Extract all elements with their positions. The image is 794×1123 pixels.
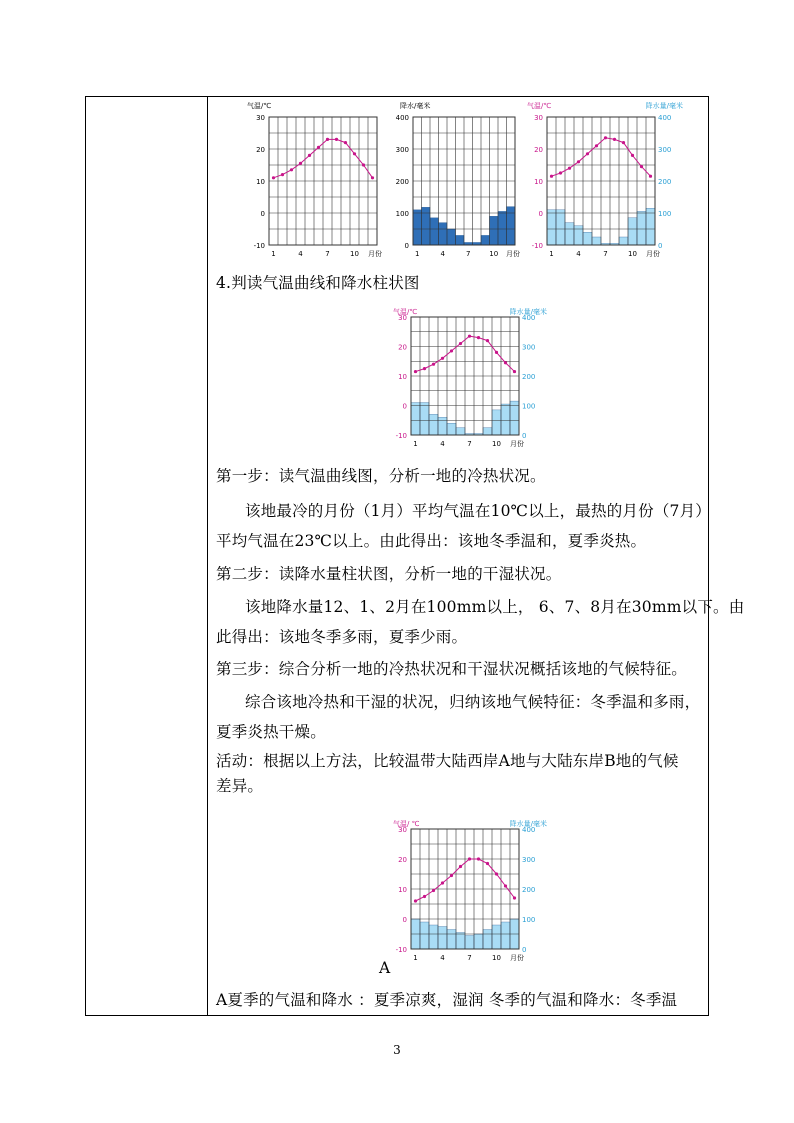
temperature-point bbox=[649, 175, 652, 178]
temperature-point bbox=[640, 165, 643, 168]
precipitation-bar bbox=[556, 210, 565, 245]
precipitation-bar bbox=[456, 235, 465, 245]
y-tick-label: 10 bbox=[398, 886, 407, 894]
temperature-point bbox=[308, 154, 311, 157]
x-axis-unit: 月份 bbox=[510, 954, 524, 962]
x-tick-label: 4 bbox=[298, 250, 303, 258]
temperature-point bbox=[441, 881, 444, 884]
y-tick-label: 0 bbox=[402, 916, 407, 924]
step1-text: 第一步：读气温曲线图，分析一地的冷热状况。 bbox=[216, 467, 546, 485]
y-tick-label-right: 400 bbox=[658, 114, 672, 122]
y-axis-title-right: 降水量/毫米 bbox=[645, 102, 683, 110]
y-tick-label: -10 bbox=[531, 242, 543, 250]
precipitation-bar bbox=[507, 207, 516, 245]
x-axis-unit: 月份 bbox=[646, 250, 660, 258]
precipitation-bar bbox=[483, 930, 492, 950]
temperature-point bbox=[414, 899, 417, 902]
temperature-point bbox=[631, 154, 634, 157]
precipitation-bar bbox=[490, 216, 499, 245]
precipitation-bar bbox=[413, 210, 422, 245]
y-tick-label: 30 bbox=[398, 314, 407, 322]
y-tick-label-right: 100 bbox=[658, 210, 672, 218]
y-tick-label: 20 bbox=[256, 146, 265, 154]
activity-text-line1: 活动：根据以上方法，比较温带大陆西岸A地与大陆东岸B地的气候 bbox=[216, 752, 679, 770]
temperature-point bbox=[272, 176, 275, 179]
temperature-point bbox=[486, 339, 489, 342]
temperature-point bbox=[622, 141, 625, 144]
temperature-point bbox=[468, 335, 471, 338]
y-tick-label: 10 bbox=[534, 178, 543, 186]
precipitation-bar bbox=[474, 934, 483, 949]
precipitation-bar bbox=[483, 428, 492, 435]
content-cell bbox=[208, 97, 745, 1015]
precipitation-bar bbox=[492, 410, 501, 435]
step2-detail-line2: 此得出：该地冬季多雨，夏季少雨。 bbox=[216, 628, 468, 646]
temperature-point bbox=[504, 361, 507, 364]
temperature-point bbox=[299, 162, 302, 165]
precipitation-bar bbox=[420, 403, 429, 435]
temperature-point bbox=[604, 136, 607, 139]
precipitation-bar bbox=[411, 403, 420, 435]
temperature-point bbox=[595, 144, 598, 147]
temperature-point bbox=[335, 138, 338, 141]
y-tick-label: 10 bbox=[398, 373, 407, 381]
x-tick-label: 1 bbox=[549, 250, 554, 258]
x-tick-label: 1 bbox=[413, 440, 418, 448]
y-tick-label: 0 bbox=[402, 402, 407, 411]
precipitation-bar bbox=[592, 237, 601, 245]
temperature-point bbox=[450, 874, 453, 877]
y-axis-title-right: 降水量/毫米 bbox=[509, 820, 547, 828]
temperature-point bbox=[459, 342, 462, 345]
temperature-point bbox=[586, 152, 589, 155]
precipitation-bar bbox=[439, 223, 448, 245]
x-tick-label: 7 bbox=[467, 440, 472, 448]
y-tick-label: 0 bbox=[538, 210, 543, 218]
y-tick-label: 30 bbox=[398, 826, 407, 834]
x-axis-unit: 月份 bbox=[506, 250, 520, 258]
step1-detail-line2: 平均气温在23℃以上。由此得出：该地冬季温和，夏季炎热。 bbox=[216, 532, 647, 550]
x-axis-unit: 月份 bbox=[368, 250, 382, 258]
x-tick-label: 7 bbox=[467, 954, 472, 962]
temperature-point bbox=[281, 173, 284, 176]
y-tick-label-right: 200 bbox=[522, 886, 536, 894]
precipitation-bar bbox=[429, 414, 438, 435]
precipitation-bar bbox=[574, 226, 583, 245]
temperature-point bbox=[441, 357, 444, 360]
precipitation-bar bbox=[501, 922, 510, 949]
step3-text: 第三步：综合分析一地的冷热状况和干湿状况概括该地的气候特征。 bbox=[216, 660, 688, 678]
y-tick-label-right: 400 bbox=[522, 826, 536, 834]
y-tick-label-right: 0 bbox=[522, 432, 527, 440]
y-tick-label: -10 bbox=[395, 946, 407, 954]
y-tick-label: 400 bbox=[395, 114, 409, 122]
activity-text-line2: 差异。 bbox=[216, 777, 264, 795]
lesson-table bbox=[85, 96, 745, 1016]
temperature-chart bbox=[243, 99, 393, 267]
precipitation-bar bbox=[492, 925, 501, 949]
temperature-point bbox=[495, 872, 498, 875]
step2-text: 第二步：读降水量柱状图，分析一地的干湿状况。 bbox=[216, 565, 562, 583]
y-tick-label: 300 bbox=[395, 146, 409, 154]
y-tick-label-right: 300 bbox=[522, 343, 536, 352]
temperature-point bbox=[423, 367, 426, 370]
y-axis-title-left: 气温/℃ bbox=[393, 308, 418, 316]
precipitation-bar bbox=[430, 218, 439, 245]
precipitation-chart bbox=[389, 99, 529, 267]
temperature-point bbox=[450, 349, 453, 352]
x-tick-label: 7 bbox=[603, 250, 608, 258]
y-tick-label: 30 bbox=[256, 114, 265, 122]
x-tick-label: 10 bbox=[489, 250, 499, 258]
x-tick-label: 7 bbox=[325, 250, 330, 258]
y-tick-label-right: 200 bbox=[522, 373, 536, 381]
temperature-point bbox=[317, 146, 320, 149]
precipitation-bar bbox=[498, 211, 507, 245]
x-tick-label: 10 bbox=[492, 440, 501, 448]
y-tick-label: 100 bbox=[395, 210, 409, 218]
temperature-point bbox=[513, 896, 516, 899]
x-tick-label: 4 bbox=[576, 250, 581, 258]
precipitation-bar bbox=[456, 933, 465, 950]
chart-a-label: A bbox=[379, 959, 391, 977]
y-tick-label-right: 0 bbox=[658, 242, 663, 250]
x-tick-label: 1 bbox=[413, 954, 418, 962]
y-tick-label-right: 100 bbox=[522, 916, 536, 924]
precipitation-bar bbox=[456, 428, 465, 435]
x-tick-label: 4 bbox=[440, 954, 445, 962]
step3-detail-line1: 综合该地冷热和干湿的状况，归纳该地气候特征：冬季温和多雨， bbox=[245, 693, 701, 711]
y-tick-label: 10 bbox=[256, 178, 265, 186]
y-tick-label: -10 bbox=[253, 242, 265, 250]
precipitation-bar bbox=[547, 210, 556, 245]
temperature-point bbox=[513, 370, 516, 373]
temperature-point bbox=[477, 336, 480, 339]
temperature-point bbox=[495, 351, 498, 354]
step2-detail-line1: 该地降水量12、1、2月在100mm以上， 6、7、8月在30mm以下。由 bbox=[245, 598, 745, 616]
temperature-point bbox=[486, 862, 489, 865]
x-tick-label: 10 bbox=[628, 250, 637, 258]
step1-detail-line1: 该地最冷的月份（1月）平均气温在10℃以上，最热的月份（7月） bbox=[245, 502, 711, 520]
y-tick-label: 0 bbox=[260, 210, 265, 218]
precipitation-bar bbox=[501, 404, 510, 435]
y-axis-title-left: 气温/ ℃ bbox=[393, 820, 420, 828]
precipitation-bar bbox=[619, 237, 628, 245]
y-tick-label: 20 bbox=[398, 856, 407, 864]
x-tick-label: 7 bbox=[466, 250, 471, 258]
step3-detail-line2: 夏季炎热干燥。 bbox=[216, 723, 326, 741]
precipitation-bar bbox=[565, 223, 574, 245]
section-heading: 4.判读气温曲线和降水柱状图 bbox=[216, 274, 420, 292]
temperature-point bbox=[414, 370, 417, 373]
x-tick-label: 1 bbox=[271, 250, 276, 258]
temperature-point bbox=[577, 160, 580, 163]
temperature-point bbox=[613, 138, 616, 141]
temperature-point bbox=[550, 175, 553, 178]
precipitation-bar bbox=[447, 930, 456, 950]
temperature-point bbox=[568, 167, 571, 170]
precipitation-bar bbox=[438, 927, 447, 950]
climate-chart-example bbox=[391, 305, 551, 460]
page-number: 3 bbox=[393, 1043, 401, 1057]
y-tick-label-right: 100 bbox=[522, 402, 536, 411]
x-axis-unit: 月份 bbox=[510, 440, 524, 448]
y-tick-label: -10 bbox=[395, 432, 407, 440]
y-tick-label: 30 bbox=[534, 114, 543, 122]
temperature-point bbox=[353, 152, 356, 155]
y-axis-title: 降水/毫米 bbox=[400, 102, 431, 110]
y-tick-label: 20 bbox=[398, 343, 407, 352]
precipitation-bar bbox=[481, 235, 490, 245]
climate-chart-top-right bbox=[523, 99, 688, 267]
temperature-point bbox=[459, 865, 462, 868]
x-tick-label: 1 bbox=[415, 250, 420, 258]
temperature-point bbox=[362, 163, 365, 166]
y-tick-label-right: 400 bbox=[522, 314, 536, 322]
precipitation-bar bbox=[510, 401, 519, 435]
climate-chart-a bbox=[391, 817, 551, 975]
temperature-point bbox=[432, 363, 435, 366]
precipitation-bar bbox=[465, 936, 474, 950]
y-tick-label-right: 0 bbox=[522, 946, 527, 954]
precipitation-bar bbox=[447, 229, 456, 245]
y-tick-label-right: 200 bbox=[658, 178, 672, 186]
y-tick-label: 200 bbox=[395, 178, 409, 186]
precipitation-bar bbox=[429, 925, 438, 949]
temperature-point bbox=[468, 857, 471, 860]
y-tick-label: 20 bbox=[534, 146, 543, 154]
y-axis-title-left: 气温/℃ bbox=[527, 102, 552, 110]
temperature-point bbox=[432, 889, 435, 892]
temperature-point bbox=[423, 895, 426, 898]
precipitation-bar bbox=[420, 922, 429, 949]
temperature-point bbox=[371, 176, 374, 179]
y-axis-title: 气温/℃ bbox=[247, 102, 272, 110]
temperature-point bbox=[477, 857, 480, 860]
y-axis-title-right: 降水量/毫米 bbox=[509, 308, 547, 316]
y-tick-label: 0 bbox=[404, 242, 409, 250]
precipitation-bar bbox=[447, 423, 456, 435]
x-tick-label: 10 bbox=[350, 250, 359, 258]
temperature-point bbox=[290, 168, 293, 171]
temperature-point bbox=[559, 171, 562, 174]
x-tick-label: 10 bbox=[492, 954, 501, 962]
precipitation-bar bbox=[628, 218, 637, 245]
precipitation-bar bbox=[646, 208, 655, 245]
x-tick-label: 4 bbox=[440, 250, 445, 258]
temperature-point bbox=[504, 884, 507, 887]
precipitation-bar bbox=[637, 211, 646, 245]
temperature-point bbox=[326, 138, 329, 141]
y-tick-label-right: 300 bbox=[658, 146, 672, 154]
answer-a-text: A夏季的气温和降水 ：夏季凉爽，湿润 冬季的气温和降水：冬季温 bbox=[216, 991, 678, 1009]
temperature-point bbox=[344, 141, 347, 144]
precipitation-bar bbox=[583, 232, 592, 245]
x-tick-label: 4 bbox=[440, 440, 445, 448]
y-tick-label-right: 300 bbox=[522, 856, 536, 864]
